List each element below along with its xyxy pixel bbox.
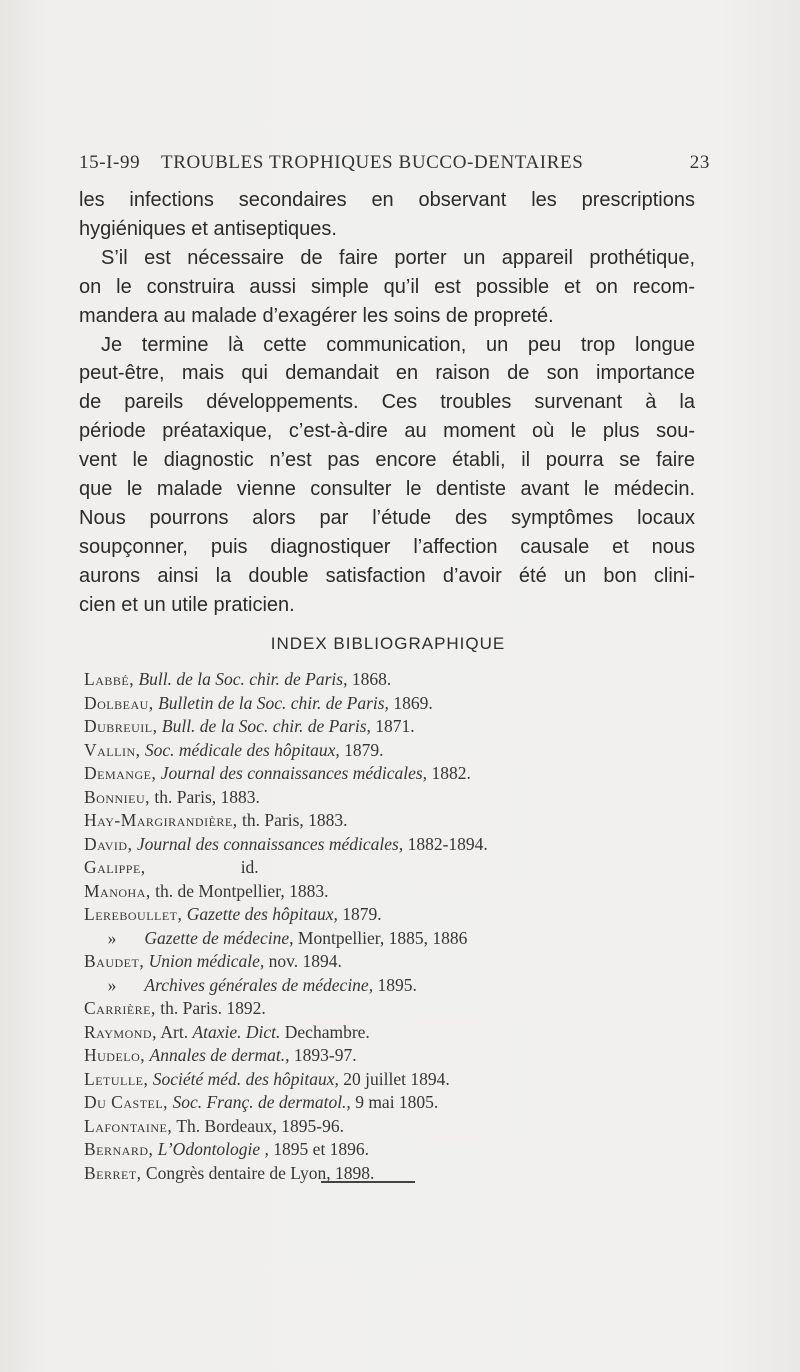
entry-author: Carrière,: [84, 998, 156, 1018]
entry-author: Dubreuil,: [84, 716, 158, 736]
entry-work: Société méd. des hôpitaux,: [152, 1068, 339, 1089]
paragraph: [79, 186, 695, 244]
entry-work: Bulletin de la Soc. chir. de Paris,: [158, 692, 389, 713]
running-head-date: 15-I-99: [79, 152, 141, 173]
entry-author: David,: [84, 833, 133, 854]
entry-details: 9 mai 1805.: [355, 1092, 439, 1112]
running-head-title: TROUBLES TROPHIQUES BUCCO-DENTAIRES: [161, 152, 584, 173]
entry-work: Bull. de la Soc. chir. de Paris,: [138, 669, 348, 689]
entry-details: th. Paris, 1883.: [154, 786, 260, 807]
body-text: [79, 186, 695, 620]
entry-author: Labbé,: [84, 669, 135, 689]
entry-work: Archives générales de médecine,: [144, 974, 374, 995]
entry-details: 1895.: [377, 974, 417, 995]
entry-details: Montpellier, 1885, 1886: [297, 927, 468, 948]
entry-ditto-mark: »: [107, 927, 117, 948]
text-line: Je termine là cette communication, un peu trop longue: [101, 333, 695, 356]
bibliography-entry: [84, 739, 724, 763]
entry-details: Th. Bordeaux, 1895-96.: [176, 1115, 345, 1136]
entry-details: 1868.: [351, 669, 392, 689]
entry-ditto-mark: »: [107, 974, 117, 995]
entry-work: Soc. médicale des hôpitaux,: [144, 739, 340, 760]
entry-details: 1871.: [375, 716, 415, 736]
bibliography-entry: [84, 1115, 724, 1139]
text-line: que le malade vienne consulter le dentiste avant le médecin.: [79, 478, 695, 501]
bibliography-entry: [84, 927, 724, 951]
entry-author: Lafontaine,: [84, 1115, 173, 1136]
text-line: de pareils développements. Ces troubles survenant à la: [79, 391, 695, 414]
text-line: cien et un utile praticien.: [79, 593, 295, 616]
bibliography-entry: [84, 833, 724, 857]
bibliography-list: [84, 668, 724, 1185]
bibliography-entry: [84, 997, 724, 1021]
entry-details: 1869.: [393, 692, 433, 713]
entry-work: Annales de dermat.,: [149, 1045, 290, 1065]
entry-author: Letulle,: [84, 1068, 149, 1089]
entry-author: Raymond,: [84, 1021, 157, 1042]
text-line: vent le diagnostic n’est pas encore établi, il pourra se faire: [79, 449, 695, 472]
entry-details: Art.: [160, 1021, 193, 1042]
bibliography-entry: [84, 1021, 724, 1045]
entry-author: Du Castel,: [84, 1092, 169, 1112]
bibliography-entry: [84, 1044, 724, 1068]
index-heading: [0, 634, 800, 654]
bibliography-entry: [84, 692, 724, 716]
entry-details: 1882.: [431, 763, 471, 783]
entry-details: 1879.: [342, 904, 382, 924]
entry-author: Baudet,: [84, 951, 145, 971]
entry-details: id.: [240, 857, 259, 877]
bibliography-entry: [84, 715, 724, 739]
text-line: les infections secondaires en observant les prescriptions: [79, 189, 695, 211]
entry-author: Galippe,: [84, 857, 146, 877]
entry-details: th. de Montpellier, 1883.: [155, 880, 329, 901]
entry-details: 1882-1894.: [407, 833, 488, 854]
entry-work: Journal des connaissances médicales,: [136, 833, 404, 854]
entry-work: Ataxie. Dict.: [192, 1021, 281, 1042]
bibliography-entry: [84, 856, 724, 880]
entry-author: Lereboullet,: [84, 904, 183, 924]
entry-details: 1879.: [344, 739, 384, 760]
entry-author: Manoha,: [84, 880, 151, 901]
closing-rule: [321, 1181, 415, 1183]
entry-author: Dolbeau,: [84, 692, 154, 713]
entry-details: 1893-97.: [293, 1045, 357, 1065]
entry-details: nov. 1894.: [268, 951, 342, 971]
entry-author: Berret,: [84, 1162, 142, 1183]
entry-work: Bull. de la Soc. chir. de Paris,: [161, 716, 371, 736]
text-line: on le construira aussi simple qu’il est possible et on recom-: [79, 275, 695, 298]
bibliography-entry: [84, 880, 724, 904]
bibliography-entry: [84, 950, 724, 974]
entry-author: Bonnieu,: [84, 786, 151, 807]
entry-work: Journal des connaissances médicales,: [160, 763, 428, 783]
paragraph: [79, 244, 695, 331]
text-line: Nous pourrons alors par l’étude des symptômes locaux: [79, 506, 695, 529]
text-line: S’il est nécessaire de faire porter un appareil prothétique,: [101, 246, 695, 269]
bibliography-entry: [84, 762, 724, 786]
index-heading-text: INDEX BIBLIOGRAPHIQUE: [270, 634, 506, 653]
entry-author: Hudelo,: [84, 1045, 146, 1065]
entry-work: Soc. Franç. de dermatol.,: [172, 1092, 351, 1112]
text-line: mandera au malade d’exagérer les soins de propreté.: [79, 304, 554, 327]
paragraph: [79, 331, 695, 620]
entry-work: Union médicale,: [148, 951, 265, 971]
entry-details: Congrès dentaire de Lyon, 1898.: [145, 1162, 375, 1183]
page-number: 23: [689, 152, 710, 173]
bibliography-entry: [84, 1091, 724, 1115]
entry-work: L’Odontologie ,: [157, 1139, 269, 1159]
running-head: [79, 152, 710, 174]
bibliography-entry: [84, 786, 724, 810]
bibliography-entry: [84, 1138, 724, 1162]
entry-work: Gazette de médecine,: [144, 927, 294, 948]
text-line: période préataxique, c’est-à-dire au moment où le plus sou-: [79, 420, 695, 443]
text-line: hygiéniques et antiseptiques.: [79, 217, 337, 240]
text-line: peut-être, mais qui demandait en raison de son importance: [79, 362, 695, 385]
entry-details: th. Paris. 1892.: [160, 998, 266, 1018]
entry-author: Demange,: [84, 763, 157, 783]
entry-work: Gazette des hôpitaux,: [186, 904, 338, 924]
bibliography-entry: [84, 974, 724, 998]
text-line: aurons ainsi la double satisfaction d’avoir été un bon clini-: [79, 564, 695, 587]
entry-author: Vallin,: [84, 739, 141, 760]
entry-author: Bernard,: [84, 1139, 154, 1159]
bibliography-entry: [84, 668, 724, 692]
bibliography-entry: [84, 903, 724, 927]
entry-details-extra: Dechambre.: [280, 1021, 370, 1042]
entry-author: Hay-Margirandière,: [84, 810, 238, 830]
bibliography-entry: [84, 1068, 724, 1092]
entry-details: th. Paris, 1883.: [242, 810, 348, 830]
entry-details: 20 juillet 1894.: [343, 1068, 450, 1089]
bibliography-entry: [84, 809, 724, 833]
text-line: soupçonner, puis diagnostiquer l’affection causale et nous: [79, 535, 695, 558]
entry-details: 1895 et 1896.: [273, 1139, 370, 1159]
